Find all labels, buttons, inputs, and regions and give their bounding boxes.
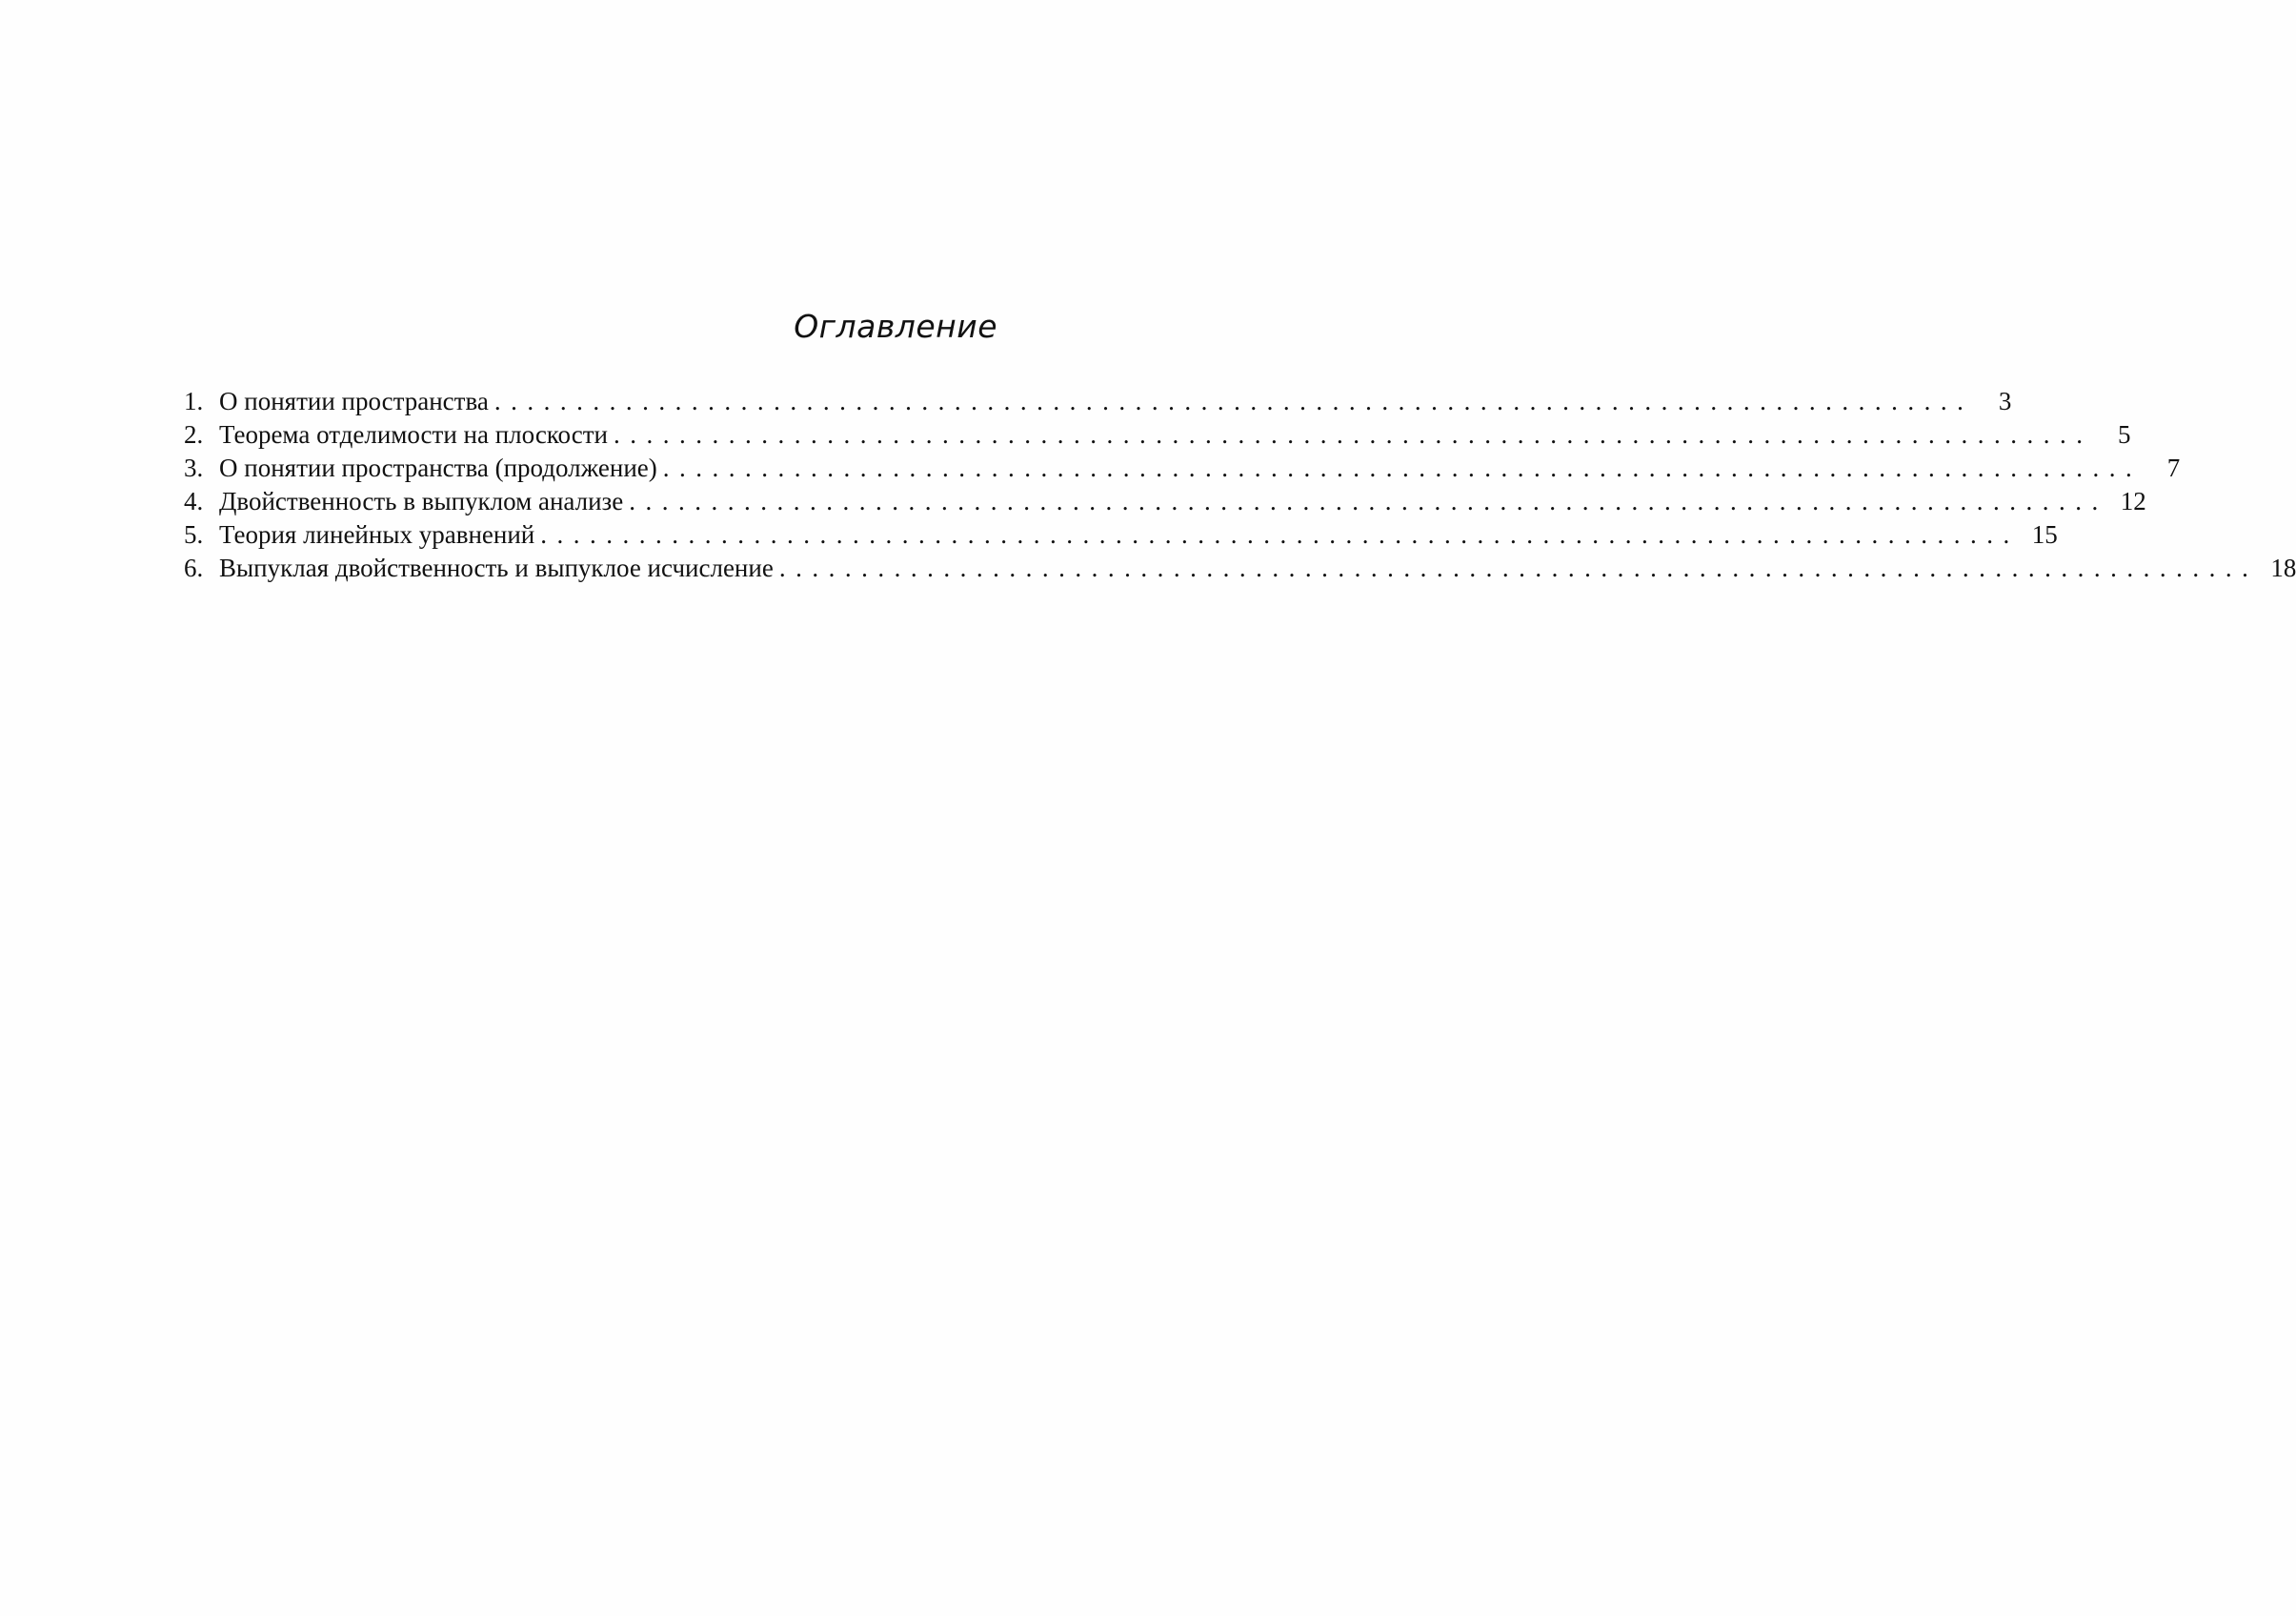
toc-entry-title: Теория линейных уравнений: [219, 520, 535, 549]
toc-entry-page: 3: [1998, 387, 2012, 415]
toc-entry-number: 5.: [184, 520, 204, 549]
toc-entry-page: 15: [2031, 520, 2058, 549]
toc-entry-title: Выпуклая двойственность и выпуклое исчисление: [219, 554, 774, 582]
toc-entry-title: Двойственность в выпуклом анализе: [219, 487, 624, 515]
toc-entry-number: 3.: [184, 454, 204, 482]
toc-entry-number: 2.: [184, 420, 204, 449]
toc-entry-number: 6.: [184, 554, 204, 582]
toc-entry-page: 18: [2270, 554, 2296, 582]
toc-entry[interactable]: [184, 552, 2296, 585]
toc-entry[interactable]: [184, 518, 2058, 552]
dot-leader: ..........................................................................................: [540, 520, 2020, 549]
toc-entry[interactable]: [184, 485, 2146, 518]
toc-entry-title: О понятии пространства: [219, 387, 489, 415]
dot-leader: ..........................................................................................: [629, 487, 2108, 515]
dot-leader: ..........................................................................................: [662, 454, 2143, 482]
toc-entry-number: 1.: [184, 387, 204, 415]
toc-entry-title: Теорема отделимости на плоскости: [219, 420, 608, 449]
toc-entry[interactable]: [184, 452, 2181, 485]
toc-entry-page: 12: [2120, 487, 2146, 515]
toc-entry-page: 7: [2166, 454, 2181, 482]
dot-leader: ..........................................................................................: [613, 420, 2093, 449]
toc-entry[interactable]: [184, 385, 2012, 418]
dot-leader: ..........................................................................................: [493, 387, 1974, 415]
toc-entry-title: О понятии пространства (продолжение): [219, 454, 657, 482]
toc-entry-page: 5: [2117, 420, 2131, 449]
table-of-contents: [184, 385, 2296, 585]
toc-entry[interactable]: [184, 418, 2131, 452]
dot-leader: ..........................................................................................: [778, 554, 2259, 582]
toc-title: Оглавление: [794, 308, 997, 345]
toc-entry-number: 4.: [184, 487, 204, 515]
